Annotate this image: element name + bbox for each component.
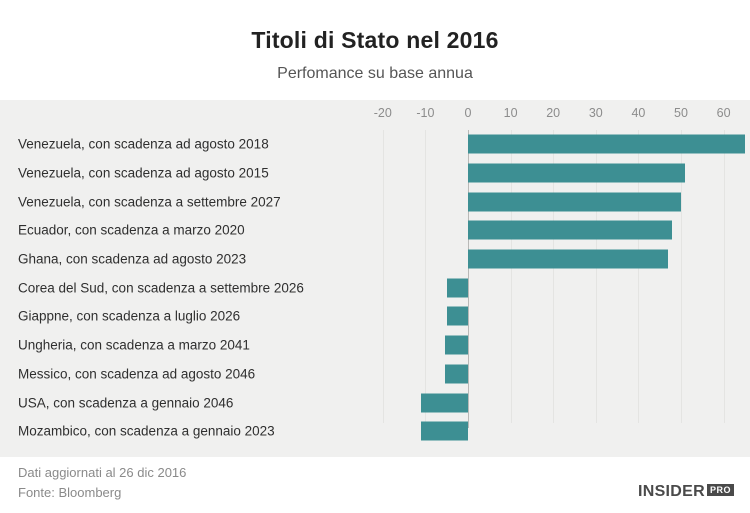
bar-category-label: Mozambico, con scadenza a gennaio 2023 [18, 423, 275, 439]
x-tick-label: 50 [674, 106, 688, 120]
bar [421, 422, 468, 441]
table-row [0, 130, 750, 159]
bar-category-label: Ungheria, con scadenza a marzo 2041 [18, 337, 250, 353]
bar [447, 278, 468, 297]
plot-area [0, 100, 750, 457]
x-tick-label: 10 [503, 106, 518, 120]
logo-text: INSIDER [637, 483, 705, 500]
x-tick-label: 0 [464, 106, 472, 120]
bar-category-label: Ghana, con scadenza ad agosto 2023 [18, 251, 247, 267]
bar-category-label: Venezuela, con scadenza ad agosto 2015 [18, 165, 269, 181]
bar [445, 364, 468, 383]
bar-category-label: Ecuador, con scadenza a marzo 2020 [18, 222, 245, 238]
bar-category-label: Giappne, con scadenza a luglio 2026 [18, 308, 241, 324]
x-tick-label: -20 [373, 106, 392, 120]
bar [468, 250, 668, 269]
table-row [0, 417, 750, 446]
table-row [0, 273, 750, 302]
bar-category-label: Venezuela, con scadenza a settembre 2027 [18, 194, 281, 210]
footer-source: Fonte: Bloomberg [18, 485, 122, 500]
x-tick-label: -10 [416, 106, 435, 120]
page-subtitle: Perfomance su base annua [277, 65, 473, 82]
bar-category-label: USA, con scadenza a gennaio 2046 [18, 395, 234, 411]
table-row [0, 159, 750, 188]
table-row [0, 360, 750, 389]
page-title: Titoli di Stato nel 2016 [251, 27, 499, 53]
table-row [0, 302, 750, 331]
bar-category-label: Corea del Sud, con scadenza a settembre 2026 [18, 280, 304, 296]
table-row [0, 216, 750, 245]
bar [447, 307, 468, 326]
bar-category-label: Venezuela, con scadenza ad agosto 2018 [18, 136, 269, 152]
footer-note: Dati aggiornati al 26 dic 2016 [18, 465, 187, 480]
bar [468, 164, 685, 183]
table-row [0, 388, 750, 417]
logo-badge: PRO [707, 484, 734, 496]
insider-pro-logo [638, 483, 734, 501]
x-tick-label: 30 [588, 106, 603, 120]
footer [0, 457, 750, 513]
bar [421, 393, 468, 412]
table-row [0, 331, 750, 360]
bar [468, 192, 681, 211]
bar [468, 135, 745, 154]
x-tick-label: 60 [716, 106, 731, 120]
x-tick-label: 40 [631, 106, 646, 120]
bar-category-label: Messico, con scadenza ad agosto 2046 [18, 366, 256, 382]
bar-rows [0, 130, 750, 439]
table-row [0, 245, 750, 274]
bar [468, 221, 672, 240]
title-block [0, 0, 750, 100]
table-row [0, 187, 750, 216]
x-axis-tick-labels [0, 106, 750, 130]
x-tick-label: 20 [546, 106, 561, 120]
bar [445, 336, 468, 355]
